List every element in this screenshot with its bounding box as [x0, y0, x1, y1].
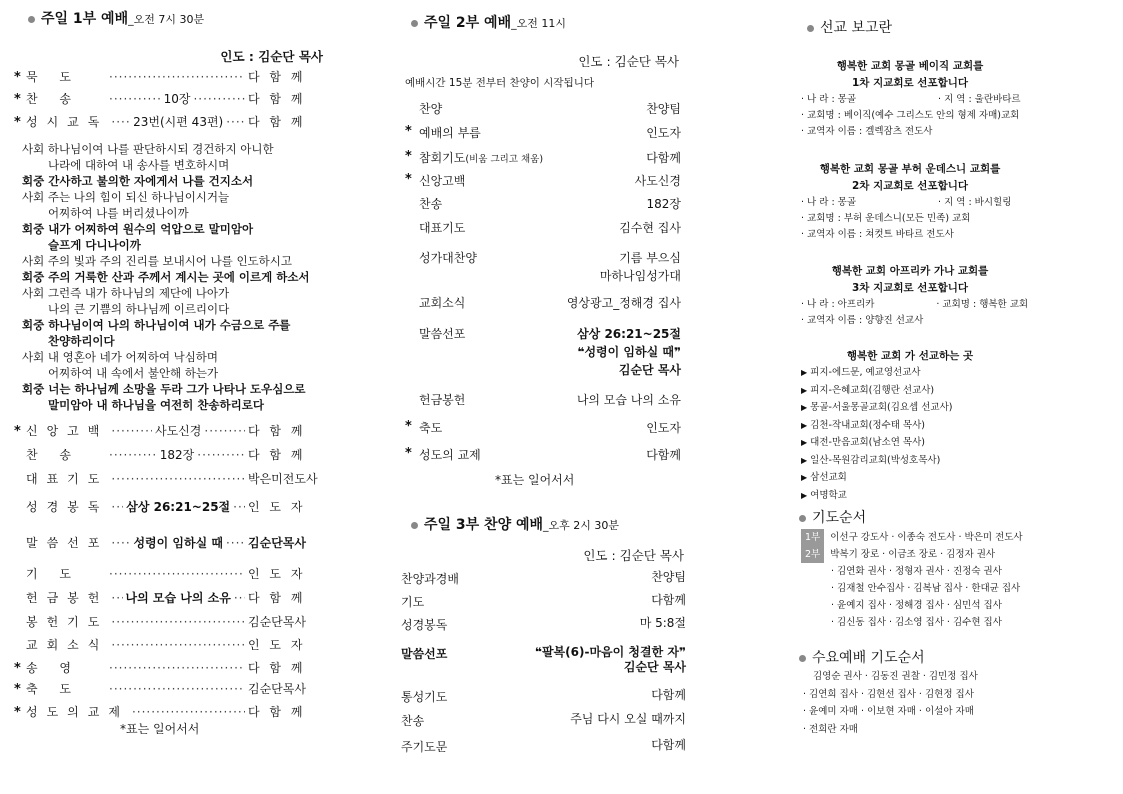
church3-pastor: 교역자 이름 : 양향진 선교사	[807, 315, 924, 326]
order-item: 성경봉독	[26, 500, 109, 514]
service2-standing-note: *표는 일어서서	[495, 473, 575, 487]
standing-mark: *	[405, 419, 412, 434]
order-item-label: 찬송	[419, 197, 443, 211]
dot-leader	[111, 638, 245, 652]
responsive-line: 사회 주는 나의 힘이 되신 하나님이시거늘	[22, 190, 230, 204]
order-item	[419, 219, 465, 236]
order-detail: 10장	[163, 92, 191, 106]
order-item-label: 말씀선포	[419, 327, 466, 341]
order-item-label: 참회기도	[419, 151, 466, 165]
bullet-icon	[28, 16, 35, 23]
service1-heading	[28, 8, 204, 28]
supported-item	[801, 434, 953, 452]
standing-mark: *	[14, 705, 21, 720]
order-item: 말씀선포	[26, 536, 109, 550]
service3-title: 주일 3부 찬양 예배	[424, 517, 544, 533]
order-item: 축 도	[26, 682, 80, 696]
bullet-icon	[411, 20, 418, 27]
responsive-line: 어찌하여 내 속에서 불안해 하는가	[48, 366, 219, 380]
order-item: 통성기도	[401, 690, 448, 704]
church2-region: 지 역 : 바시힐링	[944, 197, 1012, 208]
order-person-line: 김순단 목사	[618, 363, 681, 377]
triangle-bullet-icon: ▶	[801, 385, 808, 395]
wednesday-heading	[799, 647, 925, 667]
church1-name: 교회명 : 베이직(예수 그리스도 안의 형제 자매)교회	[807, 110, 1020, 121]
prayer-names: · 김신동 집사 · 김소영 집사 · 김수현 집사	[831, 617, 1002, 628]
order-detail: 나의 모습 나의 소유	[125, 591, 231, 605]
prayer-names: · 윤예지 집사 · 정해경 집사 · 심민석 집사	[831, 600, 1002, 611]
order-person	[640, 616, 686, 631]
wednesday-list	[803, 668, 978, 738]
order-person: 인 도 자	[248, 500, 306, 514]
service2-leader: 인도 : 김순단 목사	[578, 54, 679, 69]
prayer-line	[801, 546, 1023, 563]
order-person	[651, 688, 686, 703]
order-person	[646, 149, 681, 167]
standing-mark: *	[14, 661, 21, 676]
dot-leader	[109, 661, 245, 675]
order-item-label: 교회소식	[419, 296, 466, 310]
service2-notice: 예배시간 15분 전부터 찬양이 시작됩니다	[405, 77, 594, 89]
order-row	[14, 565, 324, 582]
service3-time: _오후 2시 30분	[543, 519, 620, 532]
order-person: 다 함 께	[248, 115, 306, 129]
church1-heading-line2: 1차 지교회로 선포합니다	[851, 77, 969, 89]
order-item: 송 영	[26, 661, 80, 675]
wednesday-title: 수요예배 기도순서	[812, 650, 925, 666]
order-item	[419, 446, 481, 463]
dot-leader	[226, 115, 245, 129]
wednesday-line: 김영순 권사 · 김동진 권찰 · 김민정 집사	[813, 671, 978, 682]
mission-column	[795, 0, 1123, 794]
responsive-line: 회중 주의 거룩한 산과 주께서 계시는 곳에 이르게 하소서	[22, 270, 310, 284]
prayer-order-list	[801, 529, 1023, 631]
order-row	[14, 422, 324, 439]
responsive-reading	[22, 141, 310, 413]
order-item	[419, 391, 465, 408]
dot-leader	[193, 92, 245, 106]
supported-item-label: 김천-작내교회(정수태 목사)	[810, 419, 925, 431]
order-person-line: 삼상 26:21~25절	[577, 327, 681, 341]
order-item	[419, 124, 481, 141]
order-item: 기 도	[26, 567, 80, 581]
order-row	[14, 446, 324, 463]
church3-heading	[795, 263, 1025, 297]
responsive-line: 나라에 대하여 내 송사를 변호하시며	[48, 158, 230, 172]
dot-leader	[109, 92, 161, 106]
standing-mark: *	[14, 682, 21, 697]
order-item: 봉헌기도	[26, 615, 109, 629]
responsive-line: 찬양하리이다	[48, 334, 115, 348]
order-item: 성시교독	[26, 115, 109, 129]
bullet-icon	[799, 515, 806, 522]
church2-heading-line1: 행복한 교회 몽골 부허 운데스니 교회를	[819, 163, 1001, 175]
order-person-line: 인도자	[646, 421, 681, 435]
order-person	[646, 124, 681, 142]
standing-mark: *	[14, 70, 21, 85]
prayer-line	[801, 529, 1023, 546]
order-item-label: 찬양	[419, 102, 443, 116]
order-person	[570, 712, 686, 727]
order-item: 주기도문	[401, 740, 448, 754]
church2-heading-line2: 2차 지교회로 선포합니다	[851, 180, 969, 192]
order-item-label: 신앙고백	[419, 174, 466, 188]
service3-heading	[411, 514, 619, 534]
order-person: 김순단목사	[248, 536, 306, 550]
order-person: 인 도 자	[248, 638, 306, 652]
prayer-order-heading	[799, 507, 866, 527]
standing-mark: *	[405, 124, 412, 139]
prayer-names: · 김재철 안수집사 · 김복남 집사 · 한대균 집사	[831, 583, 1021, 594]
responsive-line: 슬프게 다니나이까	[48, 238, 141, 252]
order-person: 다 함 께	[248, 705, 306, 719]
order-person-line: 사도신경	[634, 174, 681, 188]
order-person-line: 김순단 목사	[623, 660, 686, 674]
standing-mark: *	[405, 172, 412, 187]
order-item-note: (비움 그리고 채움)	[465, 154, 544, 165]
triangle-bullet-icon: ▶	[801, 403, 808, 412]
order-item-label: 헌금봉헌	[419, 393, 466, 407]
church2-info: · 나 라 : 몽골 · 지 역 : 바시힐링 · 교회명 : 부허 운데스니(모든 민족) 교회 · 교역자 이름 : 쳐컷트 바타르 전도사	[801, 197, 1012, 240]
order-item: 찬양과경배	[401, 572, 459, 586]
supported-item-label: 피지-은혜교회(김행란 선교사)	[810, 384, 935, 396]
order-person: 다 함 께	[248, 448, 306, 462]
order-person-line: ❝팔복(6)-마음이 청결한 자❞	[534, 645, 686, 659]
order-row	[14, 90, 324, 107]
order-row	[14, 534, 324, 551]
responsive-line: 사회 내 영혼아 네가 어찌하여 낙심하며	[22, 350, 219, 364]
order-person	[651, 738, 686, 753]
wednesday-line: · 전희란 자매	[803, 723, 858, 735]
order-person: 다 함 께	[248, 591, 306, 605]
service1-standing-note: *표는 일어서서	[120, 722, 200, 736]
church1-info: · 나 라 : 몽골 · 지 역 : 울란바타르 · 교회명 : 베이직(예수 그리스도 안의 형제 자매)교회 · 교역자 이름 : 겔렉잠츠 전도사	[801, 94, 1021, 137]
supported-item	[801, 469, 953, 487]
wednesday-line: · 김연희 집사 · 김현선 집사 · 김현정 집사	[803, 688, 974, 700]
responsive-line: 말미암아 내 하나님을 여전히 찬송하리로다	[48, 398, 264, 412]
church1-heading-line1: 행복한 교회 몽골 베이직 교회를	[836, 60, 984, 72]
church1-region: 지 역 : 울란바타르	[944, 94, 1021, 105]
order-item-label: 대표기도	[419, 221, 466, 235]
order-item: 기도	[401, 595, 425, 609]
order-item: 교회소식	[26, 638, 109, 652]
standing-mark: *	[405, 446, 412, 461]
order-person-line: 182장	[646, 197, 681, 211]
triangle-bullet-icon: ▶	[801, 420, 808, 430]
church1-heading	[795, 58, 1025, 92]
dot-leader	[234, 591, 245, 605]
church3-heading-line2: 3차 지교회로 선포합니다	[851, 282, 969, 294]
dot-leader	[111, 500, 123, 514]
order-person	[619, 219, 681, 237]
dot-leader	[233, 500, 245, 514]
responsive-line: 사회 하나님이여 나를 판단하시되 경건하지 아니한	[22, 142, 274, 156]
order-person-line: 영상광고_정해경 집사	[566, 296, 681, 310]
church3-country: 나 라 : 아프리카	[807, 299, 875, 310]
order-person	[635, 172, 681, 190]
church2-name: 교회명 : 부허 운데스니(모든 민족) 교회	[807, 213, 971, 224]
order-person	[646, 446, 681, 464]
triangle-bullet-icon: ▶	[801, 473, 808, 482]
responsive-line: 회중 하나님이여 나의 하나님이여 내가 수금으로 주를	[22, 318, 291, 332]
service1-column	[0, 0, 340, 794]
order-row	[14, 68, 324, 85]
church2-country: 나 라 : 몽골	[807, 197, 857, 208]
triangle-bullet-icon: ▶	[801, 368, 808, 377]
supported-item-label: 대전-만음교회(남소연 목사)	[810, 437, 925, 448]
dot-leader	[109, 567, 245, 581]
supported-item	[801, 487, 953, 505]
order-item: 신앙고백	[26, 424, 109, 438]
order-item: 찬 송	[26, 92, 80, 106]
order-person-line: 주님 다시 오실 때까지	[570, 712, 686, 726]
dot-leader	[109, 448, 157, 462]
service3-leader: 인도 : 김순단 목사	[583, 548, 684, 563]
order-item	[419, 149, 543, 166]
prayer-line	[801, 597, 1023, 614]
standing-mark: *	[405, 149, 412, 164]
prayer-order-title: 기도순서	[812, 510, 867, 526]
triangle-bullet-icon: ▶	[801, 490, 808, 500]
service1-title: 주일 1부 예배	[41, 11, 129, 27]
supported-item	[801, 382, 953, 400]
service1-leader: 인도 : 김순단 목사	[220, 49, 323, 64]
order-detail: 성령이 임하실 때	[133, 536, 223, 550]
dot-leader	[197, 448, 245, 462]
order-item-label: 축도	[419, 421, 443, 435]
order-person	[567, 294, 681, 312]
order-person-line: ❝성령이 임하실 때❞	[577, 345, 681, 359]
prayer-line	[801, 563, 1023, 580]
order-detail: 182장	[159, 448, 195, 462]
order-row	[14, 680, 324, 697]
order-person-line: 마 5:8절	[639, 616, 686, 630]
order-person	[651, 570, 686, 585]
order-person	[646, 100, 681, 118]
order-item: 찬송	[401, 714, 425, 728]
service2-heading	[411, 12, 566, 32]
dot-leader	[111, 472, 245, 486]
order-detail: 사도신경	[155, 424, 202, 438]
order-item: 묵 도	[26, 70, 80, 84]
order-item	[419, 294, 465, 311]
responsive-line: 회중 내가 어찌하여 원수의 억압으로 말미암아	[22, 222, 254, 236]
order-person	[577, 325, 681, 379]
order-person: 다 함 께	[248, 92, 306, 106]
responsive-line: 사회 그런즉 내가 하나님의 제단에 나아가	[22, 286, 230, 300]
dot-leader	[111, 536, 130, 550]
order-item: 성경봉독	[401, 618, 448, 632]
order-row	[14, 498, 324, 515]
supported-item	[801, 399, 953, 417]
responsive-line: 회중 너는 하나님께 소망을 두라 그가 나타나 도우심으로	[22, 382, 306, 396]
supported-item-label: 일산-목원감리교회(박성호목사)	[810, 454, 941, 466]
church2-heading	[795, 161, 1025, 195]
mission-heading	[807, 17, 892, 37]
bullet-icon	[411, 522, 418, 529]
supported-item	[801, 364, 953, 382]
supported-item-label: 몽골-서울몽골교회(김요셉 선교사)	[810, 402, 953, 413]
order-item	[419, 100, 442, 117]
prayer-names: 박복기 장로 · 이금조 장로 · 김정자 권사	[830, 549, 996, 560]
order-person-line: 기름 부으심	[619, 251, 681, 265]
church1-country: 나 라 : 몽골	[807, 94, 857, 105]
order-person-line: 나의 모습 나의 소유	[576, 393, 681, 407]
order-detail: 23번(시편 43편)	[133, 115, 224, 129]
order-person: 다 함 께	[248, 70, 306, 84]
order-row	[14, 589, 324, 606]
order-item	[419, 325, 465, 342]
responsive-line: 사회 주의 빛과 주의 진리를 보내시어 나를 인도하시고	[22, 254, 292, 268]
church3-name: 교회명 : 행복한 교회	[942, 299, 1029, 310]
order-item: 헌금봉헌	[26, 591, 109, 605]
order-item-label: 예배의 부름	[419, 126, 481, 140]
order-item-label: 성가대찬양	[419, 251, 477, 265]
supported-item-label: 삼선교회	[810, 472, 847, 483]
dot-leader	[111, 115, 130, 129]
order-person-line: 다함께	[651, 593, 686, 607]
supported-list	[801, 364, 953, 504]
order-person-line: 다함께	[651, 688, 686, 702]
order-person: 인 도 자	[248, 567, 306, 581]
service2-column	[393, 0, 693, 794]
service-badge: 1부	[801, 529, 824, 546]
triangle-bullet-icon: ▶	[801, 455, 808, 465]
order-person-line: 다함께	[646, 448, 681, 462]
dot-leader	[111, 615, 245, 629]
responsive-line: 어찌하여 나를 버리셨나이까	[48, 206, 189, 220]
order-person: 다 함 께	[248, 661, 306, 675]
church3-heading-line1: 행복한 교회 아프리카 가나 교회를	[831, 265, 989, 277]
supported-item	[801, 417, 953, 435]
order-item: 대표기도	[26, 472, 109, 486]
responsive-line: 회중 간사하고 불의한 자에게서 나를 건지소서	[22, 174, 254, 188]
order-person: 김순단목사	[248, 615, 306, 629]
order-item: 성도의교제	[26, 705, 129, 719]
prayer-names: · 김연화 권사 · 정형자 권사 · 진정숙 권사	[831, 566, 1002, 577]
supported-item	[801, 452, 953, 470]
order-row	[14, 613, 324, 630]
service2-time: _오전 11시	[511, 17, 566, 30]
prayer-names: 이선구 강도사 · 이종숙 전도사 · 박은미 전도사	[830, 532, 1023, 543]
order-detail: 삼상 26:21~25절	[126, 500, 231, 514]
order-row	[14, 659, 324, 676]
order-person-line: 다함께	[651, 738, 686, 752]
order-person: 김순단목사	[248, 682, 306, 696]
triangle-bullet-icon: ▶	[801, 438, 808, 447]
dot-leader	[132, 705, 245, 719]
order-item-label: 성도의 교제	[419, 448, 481, 462]
order-person	[577, 391, 681, 409]
dot-leader	[204, 424, 245, 438]
supported-item-label: 여명학교	[810, 489, 847, 501]
dot-leader	[109, 70, 245, 84]
mission-title: 선교 보고란	[820, 20, 893, 36]
service1-time: _오전 7시 30분	[128, 13, 205, 26]
dot-leader	[226, 536, 245, 550]
order-person-line: 마하나임성가대	[599, 269, 681, 283]
standing-mark: *	[14, 92, 21, 107]
order-row	[14, 636, 324, 653]
bullet-icon	[807, 25, 814, 32]
dot-leader	[111, 591, 122, 605]
responsive-line: 나의 큰 기쁨의 하나님께 이르리이다	[48, 302, 230, 316]
order-item	[419, 195, 442, 212]
order-person	[600, 249, 681, 285]
order-row	[14, 470, 324, 487]
standing-mark: *	[14, 115, 21, 130]
order-row	[14, 703, 324, 720]
supported-heading: 행복한 교회 가 선교하는 곳	[846, 350, 974, 362]
order-person-line: 인도자	[646, 126, 681, 140]
service-badge: 2부	[801, 546, 824, 563]
order-person	[535, 645, 686, 675]
order-person: 다 함 께	[248, 424, 306, 438]
dot-leader	[109, 682, 245, 696]
dot-leader	[111, 424, 152, 438]
order-item: 찬 송	[26, 448, 80, 462]
prayer-line	[801, 614, 1023, 631]
order-person-line: 김수현 집사	[619, 221, 681, 235]
church1-pastor: 교역자 이름 : 겔렉잠츠 전도사	[807, 126, 933, 137]
wednesday-line: · 윤예미 자매 · 이보현 자매 · 이설아 자매	[803, 706, 974, 717]
order-person-line: 찬양팀	[651, 570, 686, 584]
church3-info: · 나 라 : 아프리카 · 교회명 : 행복한 교회 · 교역자 이름 : 양향진 선교사	[801, 299, 1029, 326]
order-person: 박은미전도사	[248, 472, 318, 486]
order-person	[651, 593, 686, 608]
standing-mark: *	[14, 424, 21, 439]
order-person	[646, 419, 681, 437]
order-row	[14, 113, 324, 130]
prayer-line	[801, 580, 1023, 597]
church2-pastor: 교역자 이름 : 쳐컷트 바타르 전도사	[807, 229, 954, 240]
service2-title: 주일 2부 예배	[424, 15, 512, 31]
order-person-line: 찬양팀	[646, 102, 681, 116]
order-item: 말씀선포	[401, 647, 448, 661]
order-item	[419, 172, 465, 189]
order-person	[647, 195, 682, 213]
supported-item-label: 피지-에드문, 예교영선교사	[810, 367, 921, 378]
order-person-line: 다함께	[646, 151, 681, 165]
order-item	[419, 249, 477, 266]
order-item	[419, 419, 442, 436]
bullet-icon	[799, 655, 806, 662]
